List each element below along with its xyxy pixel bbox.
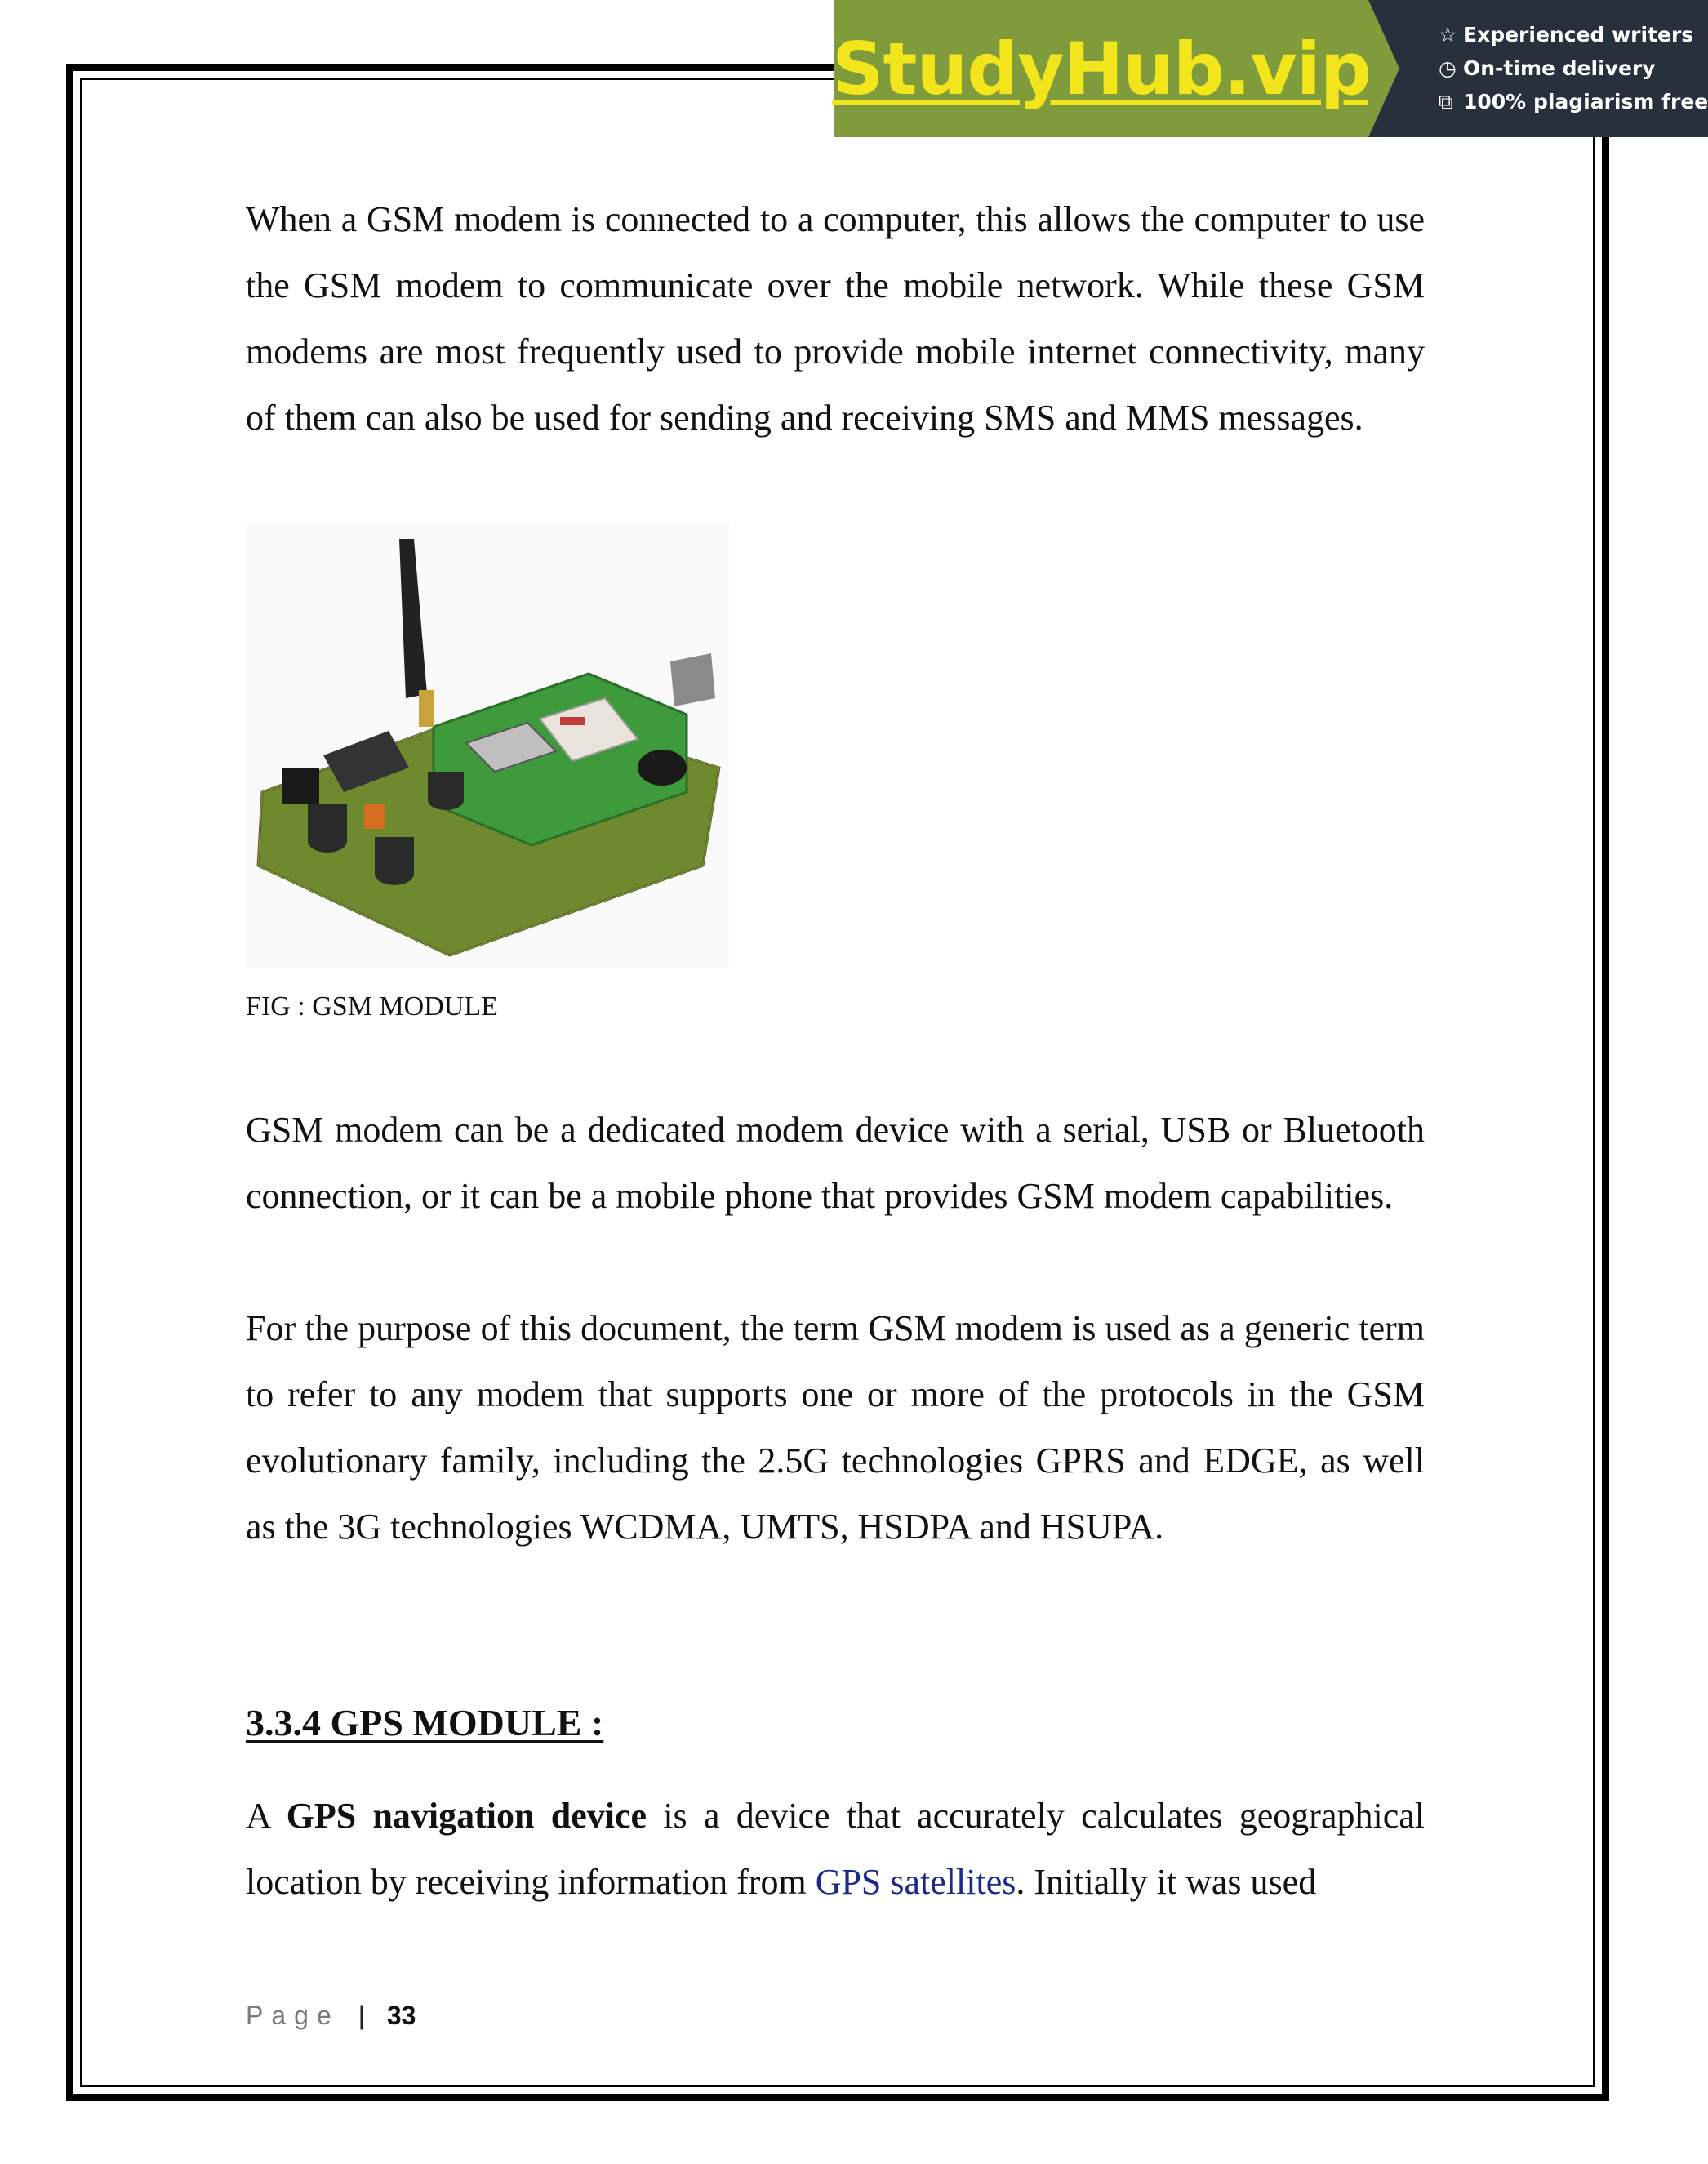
feature-on-time-delivery [1439,51,1708,85]
studyhub-banner[interactable] [832,0,1708,137]
brand-name: StudyHub.vip [832,26,1371,111]
clock-icon: ◷ [1439,56,1457,80]
paragraph-gsm-device-types: GSM modem can be a dedicated modem device with a serial, USB or Bluetooth connection, or it can be a mobile phone that provides GSM modem capabilities. [246,1110,1425,1216]
feature-experienced-writers [1439,18,1708,51]
feature-plagiarism-free [1439,85,1708,118]
brand-logo[interactable] [832,0,1371,137]
gps-text-suffix: . Initially it was used [1016,1862,1317,1902]
paragraph-gps-intro [246,1783,1425,1915]
page-footer [246,1999,416,2032]
page-separator: | [358,2001,365,2030]
paragraph-gsm-intro: When a GSM modem is connected to a computer, this allows the computer to use the GSM modem to communicate over the mobile network. While these GSM modems are most frequently used to provide mobile internet connectivity, many of them can also be used for sending and receiving SMS and MMS messages. [246,199,1425,438]
feature-label: On-time delivery [1463,56,1656,80]
page-number: 33 [386,2001,416,2030]
section-heading: 3.3.4 GPS MODULE : [246,1702,604,1743]
copy-icon: ⧉ [1439,89,1453,114]
star-icon: ☆ [1439,23,1457,47]
gps-satellites-link[interactable]: GPS satellites [815,1862,1016,1902]
feature-label: Experienced writers [1463,23,1694,47]
page-label: Page [246,2001,340,2030]
gps-device-term: GPS navigation device [286,1796,647,1836]
banner-features [1368,0,1708,137]
feature-label: 100% plagiarism free [1463,90,1708,114]
gps-text-middle: is a device that accurately calculates geographical location by receiving information from [246,1796,1425,1902]
figure-caption: FIG : GSM MODULE [246,991,498,1022]
paragraph-gsm-definition: For the purpose of this document, the term GSM modem is used as a generic term to refer to any modem that supports one or more of the protocols in the GSM evolutionary family, including the 2.5G technologies GPRS and EDGE, as well as the 3G technologies WCDMA, UMTS, HSDPA and HSUPA. [246,1308,1425,1547]
gsm-module-image [246,523,729,968]
gps-text-prefix: A [246,1796,287,1836]
